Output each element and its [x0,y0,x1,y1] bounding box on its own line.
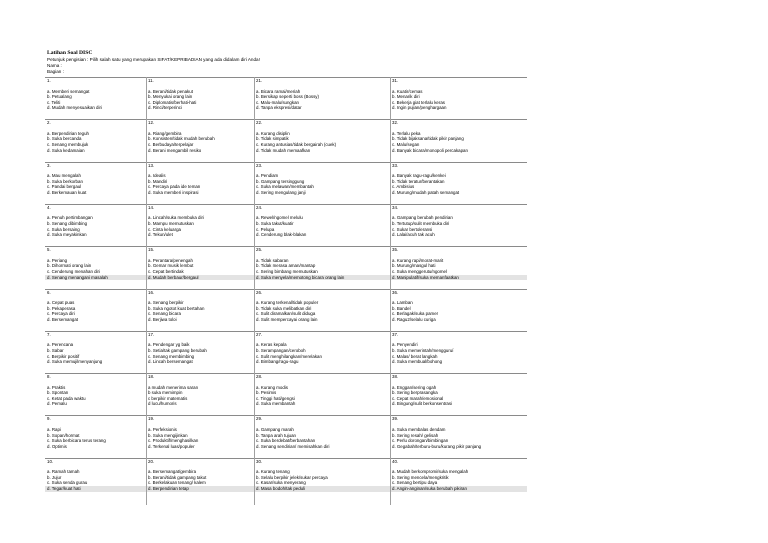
answer-option[interactable]: a. Pendiam [256,173,279,179]
answer-option[interactable]: a. Gampang marah [256,426,294,432]
answer-option[interactable]: d. Senang sendirian/ memisahkan diri [256,443,330,449]
name-label: Nama : [47,63,62,68]
answer-option[interactable]: a. Pendengar yg baik [148,342,190,348]
question-number: 30. [254,458,390,464]
question-number: 29. [254,415,390,421]
answer-option[interactable]: d. Optimis [47,443,67,449]
answer-option[interactable]: a. Bersemangat/gembira [148,469,197,475]
answer-option[interactable]: d. Lalai/acuh tak acuh [392,232,435,238]
answer-option[interactable]: b. Tidak bijaksana/tidak pikir panjang [392,136,464,142]
answer-option[interactable]: d. Berjiwa toloi [148,316,177,322]
column-divider [390,77,391,505]
answer-option[interactable]: a. Suka membalas dendam [392,426,446,432]
answer-option[interactable]: c. Suka berdebat/berbantahan [256,438,316,444]
answer-option[interactable]: c. Kurang antusias/tidak bergairah (cuek) [256,142,337,148]
answer-option[interactable]: c. Malu-malu/sungkan [256,99,299,105]
column-divider [146,77,147,505]
question-number: 3. [45,162,146,168]
answer-option[interactable]: b. Petualang [47,94,72,100]
answer-option[interactable]: c. Bekerja giat terlalu keras [392,99,445,105]
answer-option[interactable]: b. Tidak teratur/berantakan [392,178,445,184]
answer-option[interactable]: d. Sulit mempercayai orang lain [256,316,318,322]
answer-option[interactable]: b. Mandiri [148,178,168,184]
question-number: 1. [45,77,146,83]
answer-option[interactable]: a. Idealis [148,173,166,179]
question-number: 8. [45,373,146,379]
question-number: 26. [254,289,390,295]
answer-option[interactable]: d. Bersemangat [47,316,78,322]
answer-option[interactable]: c. Pandai bergaul [47,184,82,190]
question-number: 13. [146,162,254,168]
answer-option[interactable]: c. Senang membujuk [47,142,89,148]
answer-option[interactable]: c. Sering bimbang memutuskan [256,268,318,274]
answer-option[interactable]: a. Banyak ragu-ragu/kenkei [392,173,446,179]
question-number: 40. [390,458,527,464]
answer-option[interactable]: c. Perlu dorongan/bimbingan [392,438,449,444]
answer-option[interactable]: d. Gegabah/terburu-buru/kurang pikir panjang [392,443,482,449]
answer-option[interactable]: c. Suka senda gurau [47,480,88,486]
answer-option[interactable]: d. Tanpa ekspresi/datar [256,105,302,111]
answer-option[interactable]: a. Perfeksionis [148,426,177,432]
answer-option[interactable]: b. Tanpa arah tujuan [256,432,296,438]
answer-option[interactable]: a. Praktis [47,384,66,390]
answer-option[interactable]: b. Sering mencela/mengkritik [392,474,449,480]
answer-option[interactable]: c. Suka berbicara terus terang [47,438,106,444]
question-number: 7. [45,331,146,337]
answer-option[interactable]: d. Murung/mudah patah semangat [392,189,460,195]
answer-option[interactable]: a. Cepat puas [47,300,75,306]
answer-option[interactable]: d. Bimbang/ragu-ragu [256,359,299,365]
answer-option[interactable]: d. Bingung/sulit berkonsentrasi [392,401,453,407]
question-number: 10. [45,458,146,464]
answer-option[interactable]: b. Konsisten/tidak mudah berubah [148,136,215,142]
answer-option[interactable]: b. Suka takut/kuatir [256,221,294,227]
answer-option[interactable]: d. Suka menyela/memotong bicara orang lain [254,275,390,281]
answer-option[interactable]: a. Lamban [392,300,413,306]
answer-option[interactable]: a. Kurang disiplin [256,130,290,136]
answer-option[interactable]: b. Sabar [47,347,64,353]
answer-option[interactable]: a. Memberi semangat [47,88,90,94]
answer-option[interactable]: d. Senang menangani masalah [45,275,146,281]
question-number: 23. [254,162,390,168]
answer-option[interactable]: c. Berlagak/suka pamer [392,311,439,317]
answer-option[interactable]: a. Enggan/sering ogah [392,384,437,390]
answer-option[interactable]: c. Cepat bertindak [148,268,184,274]
answer-option[interactable]: c. Kasar/suka menyerang [256,480,306,486]
column-divider [254,77,255,505]
answer-option[interactable]: d. Cenderung blak-blakan [256,232,307,238]
question-number: 39. [390,415,527,421]
answer-option[interactable]: c. Sulit diramalkan/sulit diduga [256,311,316,317]
answer-option[interactable]: d. Suka memujilmenyanjung [47,359,103,365]
answer-option[interactable]: c. Suka bersaing [47,226,80,232]
answer-option[interactable]: c. Senang membimbing [148,353,195,359]
question-number: 25. [254,246,390,252]
question-number: 16. [146,289,254,295]
answer-option[interactable]: a. Kurang terkenal/tidak populer [256,300,319,306]
question-number: 14. [146,204,254,210]
answer-option[interactable]: b. Bersikap seperti boss (Bossy) [256,94,319,100]
answer-option[interactable]: b. Pekaperasa [47,305,76,311]
answer-option[interactable]: b. Spontan [47,390,69,396]
question-number: 33. [390,162,527,168]
question-number: 15. [146,246,254,252]
question-number: 35. [390,246,527,252]
answer-option[interactable]: d. Ingin pujian/penghargaan [392,105,447,111]
answer-option[interactable]: b. Murung/masgul hati [392,263,436,269]
answer-option[interactable]: c. Diplomatis/berhati-hati [148,99,197,105]
answer-option[interactable]: a. Penuh pertimbangan [47,215,93,221]
answer-option[interactable]: b. Selalu berpikir jelek/sukar percaya [256,474,328,480]
question-number: 9. [45,415,146,421]
question-number: 28. [254,373,390,379]
answer-option[interactable]: d. Pemalu [47,401,67,407]
answer-option[interactable]: c. Suka melawan/membantah [256,184,314,190]
answer-option[interactable]: c. Senang bicara [148,311,181,317]
answer-option[interactable]: a. Lincah/suka membuka diri [148,215,204,221]
answer-option[interactable]: a. Berani/tidak penakut [148,88,193,94]
answer-option[interactable]: b. Pesimis [256,390,277,396]
answer-option[interactable]: a. Kurang modis [256,384,288,390]
question-number: 34. [390,204,527,210]
answer-option[interactable]: a. Bicara ramai/meriah [256,88,301,94]
answer-option[interactable]: d. Tekun/ulet [148,232,173,238]
answer-option[interactable]: b suka memimpin [148,390,183,396]
question-number: 20. [146,458,254,464]
question-number: 11. [146,77,254,83]
answer-option[interactable]: c. Cenderung menahan diri [47,268,100,274]
answer-option[interactable]: c. Produktif/menghasilkan [148,438,199,444]
answer-option[interactable]: d. Suka membual/bohong [392,359,443,365]
answer-option[interactable]: c. Cepat marah/emosional [392,395,444,401]
answer-option[interactable]: b. Jujur [47,474,62,480]
page-title: Latihan Soal DISC [47,50,93,56]
answer-option[interactable]: c. Pelupa [256,226,275,232]
answer-option[interactable]: c. Percaya pada ide teman [148,184,201,190]
question-number: 22. [254,119,390,125]
answer-option[interactable]: b. Suka ngotot kuat bertahan [148,305,205,311]
instruction-text: Petunjuk pengisian : Pilih salah satu yang merupakan SIFAT/KEPRIBADIAN yang ada didalam diri Anda! [47,57,260,62]
answer-option[interactable]: c. Berkelakuan tenang/ kalem [148,480,206,486]
answer-option[interactable]: a. Mau mengalah [47,173,81,179]
answer-option[interactable]: b. Dihormati orang lain [47,263,92,269]
answer-option[interactable]: b. Gampang tersinggung [256,178,305,184]
answer-option[interactable]: b. Menarik diri [392,94,420,100]
answer-option[interactable]: c. Senang bertipu daya [392,480,438,486]
answer-option[interactable]: c. Ambisius [392,184,415,190]
answer-option[interactable]: c. Sulit menghilangkan/merelakan [256,353,322,359]
answer-option[interactable]: c. Tinggi hati/gengsi [256,395,295,401]
answer-option[interactable]: b. Serampangan/ceroboh [256,347,306,353]
answer-option[interactable]: d. Angin-anginan/suka berubah pikiran [390,486,527,492]
answer-option[interactable]: c. Sukar bertoleransi [392,226,433,232]
answer-option[interactable]: a. Keras kepala [256,342,287,348]
answer-option[interactable]: a. Terlalu peka [392,130,421,136]
answer-option[interactable]: d. Berani mengambil resiko [148,147,202,153]
answer-option[interactable]: a. Senang berpikir [148,300,184,306]
answer-option[interactable]: a. Kuatir/cemas [392,88,423,94]
answer-option[interactable]: b. Tertutup/sulit membuka diri [392,221,450,227]
answer-option[interactable]: b. Menyukai orang lain [148,94,193,100]
answer-option[interactable]: d. Terkenal luas/populer [148,443,195,449]
answer-option[interactable]: a. Berpendirian teguh [47,130,89,136]
question-number: 5. [45,246,146,252]
answer-option[interactable]: a. Gampang berubah pendirian [392,215,453,221]
question-number: 31. [390,77,527,83]
question-number: 37. [390,331,527,337]
answer-option[interactable]: b. Sering resah/ gelisah [392,432,439,438]
answer-option[interactable]: b. Sopan/hormat [47,432,80,438]
answer-option[interactable]: a. Tidak sabaran [256,257,289,263]
answer-option[interactable]: b. Suka mengijinkan [148,432,188,438]
answer-option[interactable]: a. Perantara/penengah [148,257,193,263]
answer-option[interactable]: d. Sering mengulang janji [256,189,306,195]
question-number: 2. [45,119,146,125]
answer-option[interactable]: a mudah menerima saran [148,384,199,390]
department-label: Bagian : [47,69,64,74]
answer-option[interactable]: c. Berpikir positif [47,353,80,359]
answer-option[interactable]: c. Teliti [47,99,61,105]
answer-option[interactable]: c. Berbudaya/terpelajar [148,142,194,148]
answer-option[interactable]: d. Masa bodoh/tak peduli [254,486,390,492]
answer-option[interactable]: a. Kurang tenang [256,469,290,475]
answer-option[interactable]: d. Lincah bersemangat [148,359,193,365]
answer-option[interactable]: d. Manipulatif/suka memanfaatkan [390,275,527,281]
answer-option[interactable]: b. Berani/tidak gampang takut [148,474,207,480]
question-number: 32. [390,119,527,125]
answer-option[interactable]: b. Tidak suka melibatkan diri [256,305,312,311]
question-number: 24. [254,204,390,210]
answer-option[interactable]: d lucu/humoris [148,401,177,407]
question-number: 27. [254,331,390,337]
question-number: 19. [146,415,254,421]
question-number: 18. [146,373,254,379]
answer-option[interactable]: d. Berpendirian tetap [146,486,254,492]
answer-option[interactable]: b. Suka bercanda [47,136,82,142]
answer-option[interactable]: b. Senang dibimbing [47,221,88,227]
answer-option[interactable]: a. Kurang rapi/morat-marit [392,257,444,263]
answer-option[interactable]: d. Mudah berbaur/bergaul [146,275,254,281]
question-number: 21. [254,77,390,83]
answer-option[interactable]: c. Cinta keluarga [148,226,181,232]
question-number: 17. [146,331,254,337]
answer-option[interactable]: a. Periang [47,257,68,263]
answer-option[interactable]: b. Sering berprasangka [392,390,438,396]
answer-option[interactable]: b. Tidak simpatik [256,136,289,142]
answer-option[interactable]: d. Suka meyakinkan [47,232,87,238]
answer-option[interactable]: b. Suka memerintah/mengguruí [392,347,454,353]
answer-option[interactable]: b. Suka berkorban [47,178,83,184]
answer-option[interactable]: d. Mudah menyesuaikan diri [47,105,102,111]
answer-option[interactable]: d. Suka memberi inspirasi [148,189,199,195]
question-number: 12. [146,119,254,125]
answer-option[interactable]: d. Ragu2/selalu curiga [392,316,436,322]
answer-option[interactable]: a. Rapi [47,426,61,432]
answer-option[interactable]: a. Perencana [47,342,74,348]
answer-option[interactable]: d. Tidak mudah memaafkan [256,147,311,153]
answer-option[interactable]: d. Suka kedamaian [47,147,85,153]
answer-option[interactable]: d. Rinci/terperinci [148,105,182,111]
answer-option[interactable]: b. Mampu memutuskan [148,221,194,227]
question-number: 6. [45,289,146,295]
answer-option[interactable]: a. Riang/gembira [148,130,182,136]
answer-option[interactable]: a. Ramah tamah [47,469,80,475]
answer-option[interactable]: d. Tegar/kuat hati [45,486,146,492]
question-number: 4. [45,204,146,210]
answer-option[interactable]: c. Percaya diri [47,311,75,317]
answer-option[interactable]: a. Rewel/ngomel melulu [256,215,303,221]
answer-option[interactable]: b. Gemar musik lembut [148,263,194,269]
answer-option[interactable]: b. Setia/tak gampang berubah [148,347,207,353]
answer-option[interactable]: c. Ketat pada waktu [47,395,86,401]
question-number: 36. [390,289,527,295]
answer-option[interactable]: d. Berkemauan kuat [47,189,87,195]
answer-option[interactable]: c. Malu/segan [392,142,420,148]
answer-option[interactable]: a. Penyendiri [392,342,418,348]
answer-option[interactable]: d. Banyak bicara/monopoli percakapan [392,147,468,153]
answer-option[interactable]: a. Mudah berkompromi/suka mengalah [392,469,469,475]
question-number: 38. [390,373,527,379]
answer-option[interactable]: c. Malas/ berat langkah [392,353,438,359]
answer-option[interactable]: b. Tidak merasa aman/mantap [256,263,316,269]
answer-option[interactable]: d. Suka membantah [256,401,296,407]
answer-option[interactable]: c berpikir matematis [148,395,188,401]
answer-option[interactable]: c. Suka menggerutu/ngomel [392,268,447,274]
answer-option[interactable]: b. Bandel [392,305,411,311]
